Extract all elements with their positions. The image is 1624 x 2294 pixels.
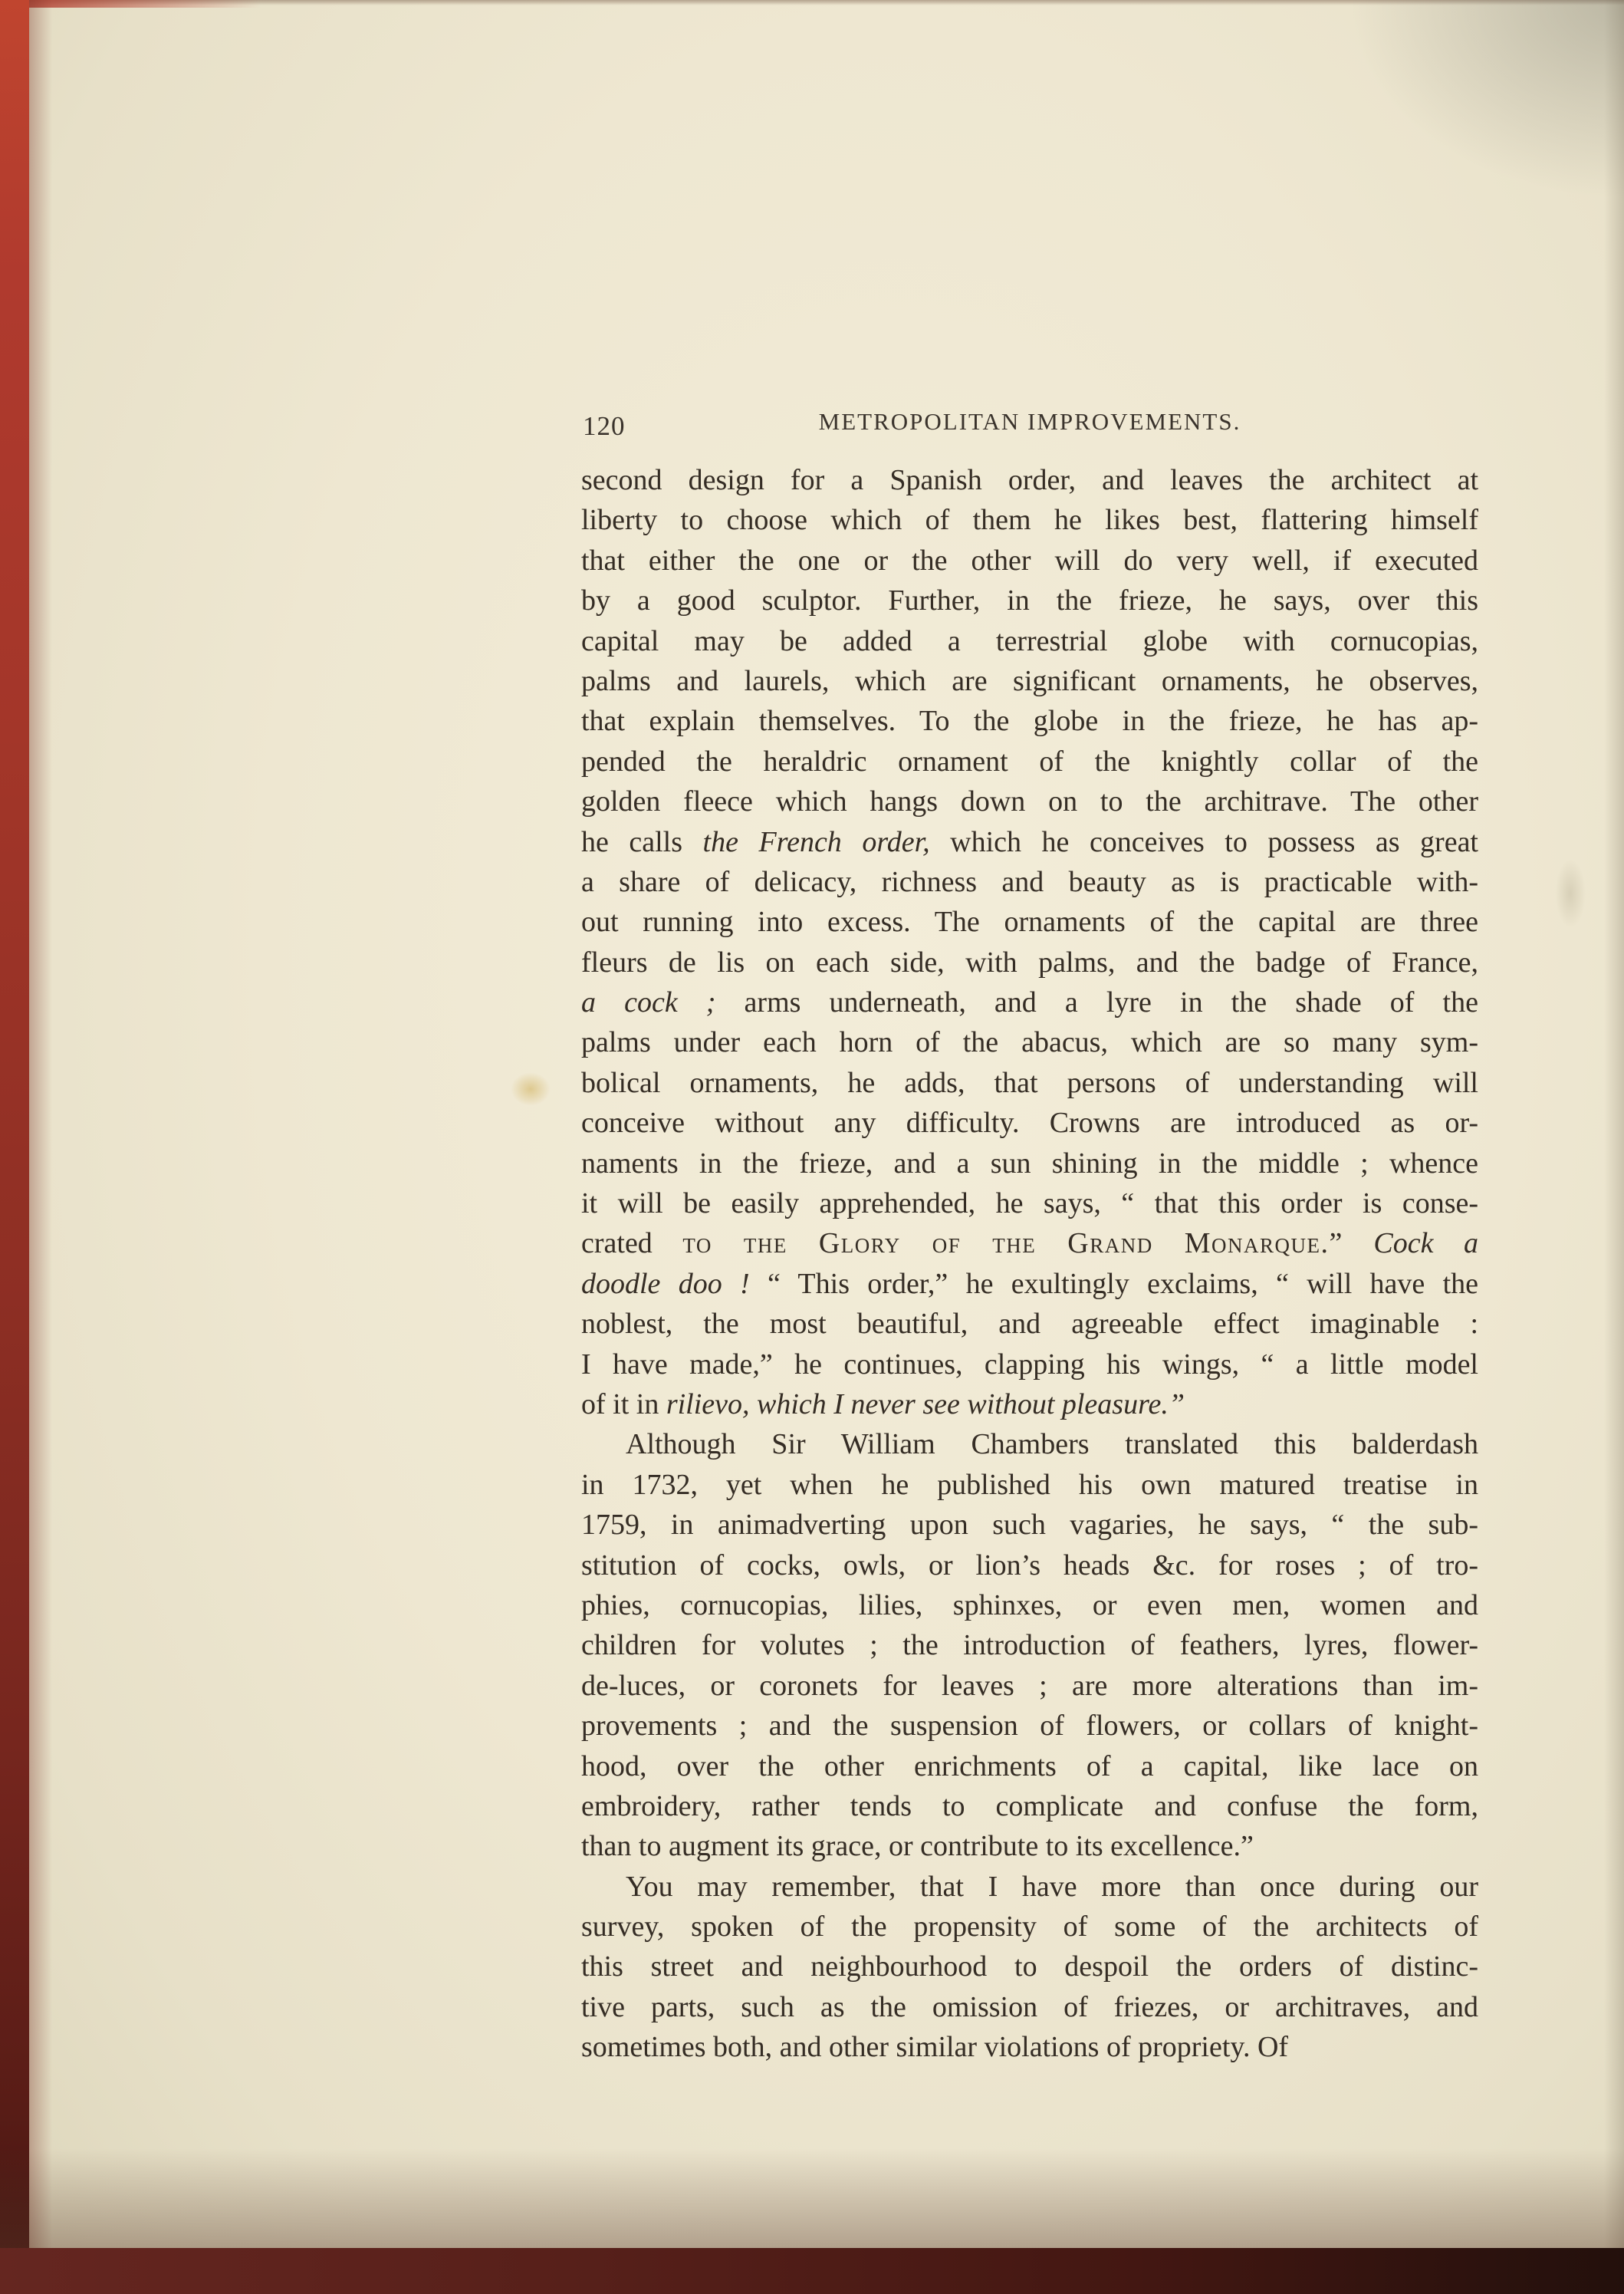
text-run: bolical ornaments, he adds, that persons of understanding will xyxy=(581,1066,1478,1099)
text-run: a cock ; xyxy=(581,986,716,1019)
text-run: second design for a Spanish order, and leaves the architect at xyxy=(581,464,1478,496)
book-fore-edge-left xyxy=(0,0,29,2294)
text-line xyxy=(581,1826,1478,1866)
paragraph xyxy=(581,1424,1478,1866)
text-line xyxy=(581,1947,1478,1986)
text-run: provements ; and the suspension of flowers, or collars of knight- xyxy=(581,1710,1478,1743)
text-run: which he conceives to possess as great xyxy=(929,825,1478,858)
text-line xyxy=(581,1144,1478,1183)
text-line xyxy=(581,1465,1478,1505)
text-run: liberty to choose which of them he likes best, flattering himself xyxy=(581,504,1478,537)
text-run: stitution of cocks, owls, or lion’s heads &c. for roses ; of tro- xyxy=(581,1549,1478,1581)
text-run: de-luces, or coronets for leaves ; are more alterations than im- xyxy=(581,1669,1478,1702)
text-line xyxy=(581,621,1478,661)
paper-stain-right xyxy=(1555,859,1586,928)
text-line xyxy=(581,1545,1478,1585)
text-line xyxy=(581,1666,1478,1706)
text-line xyxy=(581,1103,1478,1143)
text-line xyxy=(581,1022,1478,1062)
text-run: tive parts, such as the omission of friezes, or architraves, and xyxy=(581,1990,1478,2023)
text-run: than to augment its grace, or contribute to its excellence.” xyxy=(581,1830,1254,1863)
text-line xyxy=(581,1424,1478,1464)
text-line xyxy=(581,1987,1478,2027)
text-run: Although Sir William Chambers translated this balderdash xyxy=(626,1428,1478,1461)
book-fore-edge-left-fade xyxy=(29,0,52,2294)
text-line xyxy=(581,460,1478,500)
text-line xyxy=(581,1746,1478,1786)
text-run: naments in the frieze, and a sun shining in the middle ; whence xyxy=(581,1147,1478,1180)
text-run: of it in xyxy=(581,1387,666,1420)
text-run: Cock a xyxy=(1373,1227,1478,1260)
corner-shadow-top-right xyxy=(1348,0,1624,199)
page-header xyxy=(581,405,1478,449)
text-line xyxy=(581,902,1478,942)
text-line xyxy=(581,943,1478,982)
page-right-edge-shade xyxy=(1604,0,1624,2294)
text-line xyxy=(581,541,1478,581)
text-run: to the Glory of the Grand Monarque.” xyxy=(682,1227,1343,1260)
text-run: sometimes both, and other similar violations of propriety. Of xyxy=(581,2031,1289,2064)
text-run: palms and laurels, which are significant ornaments, he observes, xyxy=(581,664,1478,697)
text-run: “ This order,” he exultingly exclaims, “ will have the xyxy=(749,1267,1478,1300)
text-run: golden fleece which hangs down on to the architrave. The other xyxy=(581,785,1478,818)
text-run: crated xyxy=(581,1227,683,1260)
text-line xyxy=(581,500,1478,540)
text-line xyxy=(581,982,1478,1022)
text-run: embroidery, rather tends to complicate and confuse the form, xyxy=(581,1789,1478,1822)
text-run: the French order, xyxy=(702,825,930,858)
text-line xyxy=(581,1223,1478,1263)
text-run: noblest, the most beautiful, and agreeable effect imaginable : xyxy=(581,1308,1478,1341)
text-run: it will be easily apprehended, he says, “ that this order is conse- xyxy=(581,1187,1478,1220)
text-line xyxy=(581,1304,1478,1344)
text-run: out running into excess. The ornaments of the capital are three xyxy=(581,906,1478,939)
page-number: 120 xyxy=(583,411,626,441)
text-run: conceive without any difficulty. Crowns are introduced as or- xyxy=(581,1107,1478,1140)
text-run: I have made,” he continues, clapping his wings, “ a little model xyxy=(581,1348,1478,1381)
text-line xyxy=(581,1505,1478,1545)
text-run: rilievo, which I never see without pleasure.” xyxy=(666,1387,1185,1420)
paragraph xyxy=(581,460,1478,1424)
text-line xyxy=(581,1063,1478,1103)
text-line xyxy=(581,822,1478,862)
text-line xyxy=(581,1384,1478,1424)
text-run: this street and neighbourhood to despoil the orders of distinc- xyxy=(581,1950,1478,1983)
text-line xyxy=(581,1264,1478,1304)
text-line xyxy=(581,581,1478,620)
text-line xyxy=(581,1625,1478,1665)
text-run xyxy=(1343,1227,1374,1259)
text-line xyxy=(581,661,1478,701)
text-run: pended the heraldric ornament of the knightly collar of the xyxy=(581,745,1478,778)
text-run: You may remember, that I have more than once during our xyxy=(626,1870,1478,1903)
running-title: METROPOLITAN IMPROVEMENTS. xyxy=(818,408,1241,435)
page-body xyxy=(581,460,1478,2068)
text-run: phies, cornucopias, lilies, sphinxes, or even men, women and xyxy=(581,1588,1478,1621)
text-line xyxy=(581,1786,1478,1826)
text-run: children for volutes ; the introduction of feathers, lyres, flower- xyxy=(581,1629,1478,1662)
text-run: that either the one or the other will do very well, if executed xyxy=(581,544,1478,577)
text-run: fleurs de lis on each side, with palms, and the badge of France, xyxy=(581,946,1478,979)
text-run: he calls xyxy=(581,825,703,858)
text-run: capital may be added a terrestrial globe with cornucopias, xyxy=(581,624,1478,657)
text-line xyxy=(581,1183,1478,1223)
text-line xyxy=(581,862,1478,902)
page-bottom-shade xyxy=(0,2148,1624,2248)
text-line xyxy=(581,1907,1478,1947)
text-line xyxy=(581,1706,1478,1746)
text-run: a share of delicacy, richness and beauty as is practicable with- xyxy=(581,865,1478,898)
text-run: hood, over the other enrichments of a capital, like lace on xyxy=(581,1749,1478,1782)
text-run: by a good sculptor. Further, in the frieze, he says, over this xyxy=(581,584,1478,617)
text-line xyxy=(581,1585,1478,1625)
text-run: palms under each horn of the abacus, which are so many sym- xyxy=(581,1026,1478,1059)
text-run: survey, spoken of the propensity of some of the architects of xyxy=(581,1911,1478,1943)
text-run: that explain themselves. To the globe in the frieze, he has ap- xyxy=(581,705,1478,738)
text-block xyxy=(581,405,1478,2068)
paragraph xyxy=(581,1867,1478,2068)
text-line xyxy=(581,1867,1478,1907)
book-edge-bottom xyxy=(0,2248,1624,2294)
text-run: arms underneath, and a lyre in the shade of the xyxy=(715,986,1478,1019)
text-run: in 1732, yet when he published his own matured treatise in xyxy=(581,1468,1478,1501)
text-line xyxy=(581,782,1478,821)
text-run: 1759, in animadverting upon such vagaries, he says, “ the sub- xyxy=(581,1509,1478,1542)
text-run: doodle doo ! xyxy=(581,1267,750,1300)
paper-stain xyxy=(511,1072,551,1106)
text-line xyxy=(581,701,1478,741)
text-line xyxy=(581,1344,1478,1384)
text-line xyxy=(581,2027,1478,2067)
text-line xyxy=(581,742,1478,782)
